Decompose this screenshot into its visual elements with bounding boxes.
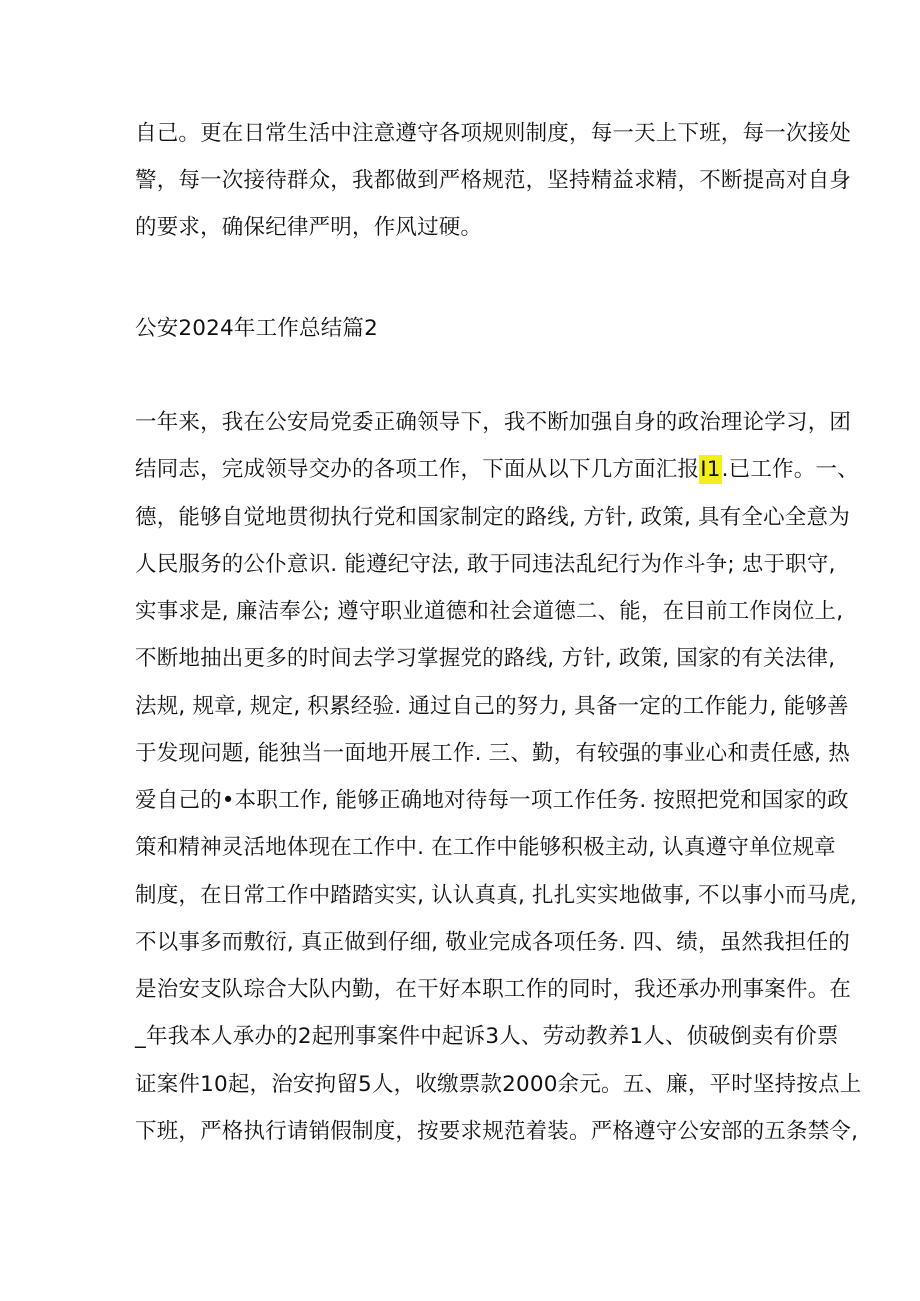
section-heading: 公安2024年工作总结篇2 — [135, 316, 378, 341]
paragraph-line: 警，每一次接待群众，我都做到严格规范，坚持精益求精，不断提高对自身 — [135, 168, 852, 193]
paragraph-line: 是治安支队琮合大队内勤，在干好本职工作的同时，我还承办刑事案件。在 — [135, 977, 852, 1002]
paragraph-line: 制度，在日常工作中踏踏实实, 认认真真, 扎扎实实地做事, 不以事小而马虎, — [135, 883, 857, 908]
paragraph-line: 于发现问题, 能独当一面地开展工作. 三、勤，有较强的事业心和责任感, 热 — [135, 741, 850, 766]
paragraph-line: 不以事多而敷衍, 真正做到仔细, 敬业完成各项任务. 四、绩，虽然我担任的 — [135, 930, 850, 955]
paragraph-line: _年我本人承办的2起刑事案件中起诉3人、劳动教养1人、侦破倒卖有价票 — [135, 1024, 839, 1049]
paragraph-line: 爱自己的•本职工作, 能够正确地对待每一项工作任务. 按照把党和国家的政 — [135, 788, 849, 813]
paragraph-line: 一年来，我在公安局党委正确领导下，我不断加强自身的政治理论学习，团 — [135, 410, 852, 435]
paragraph-line: 不断地抽出更多的时间去学习掌握党的路线, 方针, 政策, 国家的有关法律, — [135, 646, 836, 671]
paragraph-line — [135, 455, 859, 485]
paragraph-line: 证案件10起，治安拘留5人，收缴票款2000余元。五、廉，平时坚持按点上 — [135, 1072, 862, 1097]
paragraph-line: 策和精神灵活地体现在工作中. 在工作中能够积极主动, 认真遵守单位规章 — [135, 835, 836, 860]
paragraph-line: 德，能够自觉地贯彻执行党和国家制定的路线, 方针, 政策, 具有全心全意为 — [135, 505, 850, 530]
text-segment: .已工作。一、 — [721, 457, 859, 482]
paragraph-line: 实事求是, 廉洁奉公; 遵守职业道德和社会道德二、能，在目前工作岗位上, — [135, 599, 844, 624]
paragraph-line: 人民服务的公仆意识. 能遵纪守法, 敢于同违法乱纪行为作斗争; 忠于职守, — [135, 552, 836, 577]
paragraph-line: 法规, 规章, 规定, 积累经验. 通过自己的努力, 具备一定的工作能力, 能够善 — [135, 694, 849, 719]
paragraph-line: 的要求，确保纪律严明，作风过硬。 — [135, 215, 483, 240]
paragraph-line: 下班，严格执行请销假制度，按要求规范着装。严格遵守公安部的五条禁令, — [135, 1119, 859, 1144]
text-segment: 结同志，完成领导交办的各项工作，下面从以下几方面汇报 — [135, 457, 700, 482]
paragraph-line: 自己。更在日常生活中注意遵守各项规则制度，每一天上下班，每一次接处 — [135, 121, 852, 146]
highlighted-text: I1 — [700, 457, 721, 482]
